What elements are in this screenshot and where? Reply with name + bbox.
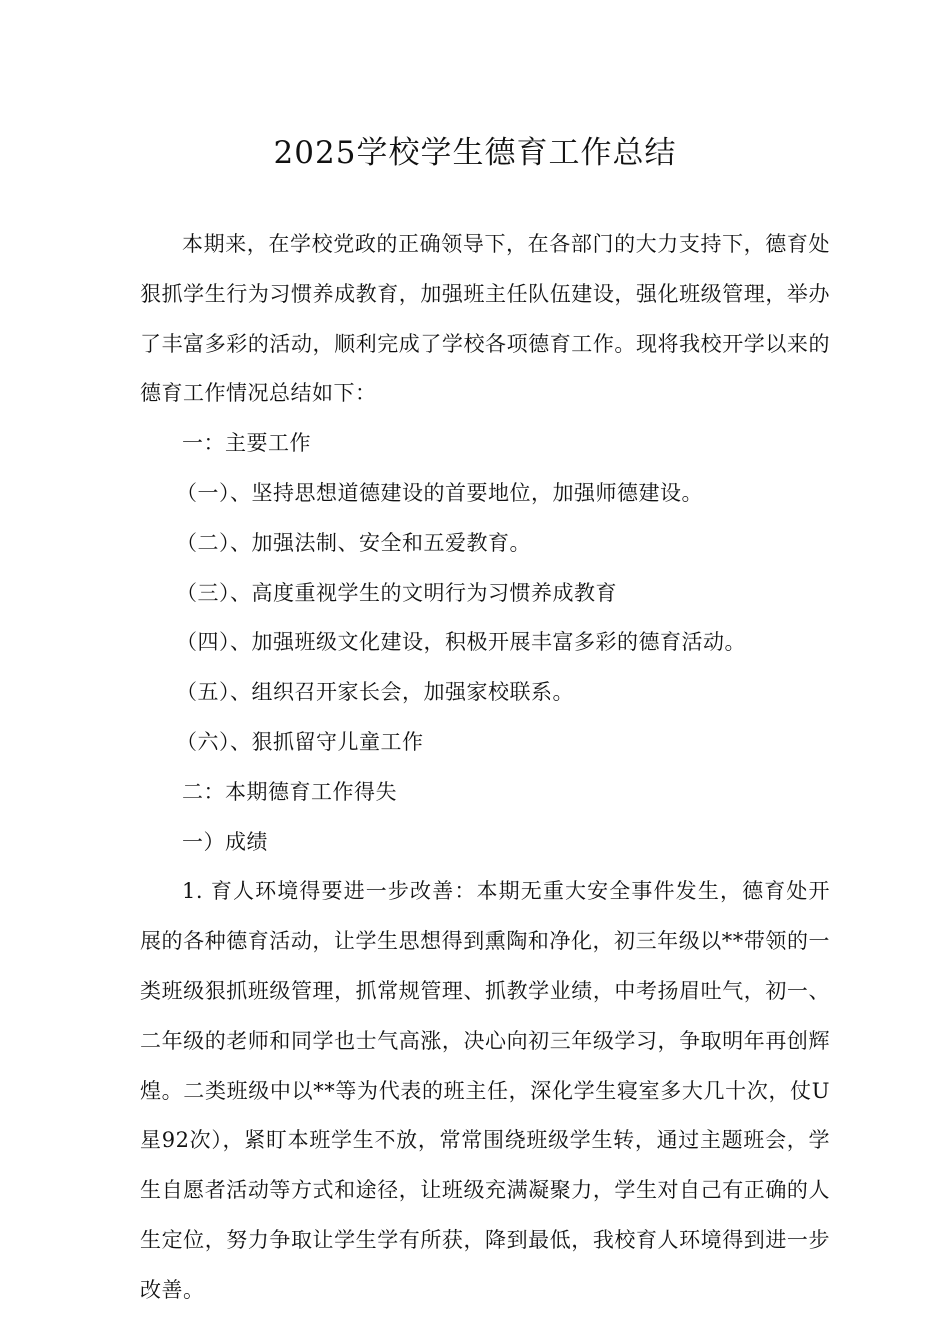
list-item-3: （三）、高度重视学生的文明行为习惯养成教育 bbox=[176, 580, 617, 605]
section-heading-gains-losses: 二：本期德育工作得失 bbox=[182, 779, 397, 804]
subsection-heading-achievements: 一）成绩 bbox=[182, 829, 268, 854]
list-item-5: （五）、组织召开家长会，加强家校联系。 bbox=[176, 680, 574, 705]
list-item-6: （六）、狠抓留守儿童工作 bbox=[176, 729, 424, 754]
intro-paragraph: 本期来，在学校党政的正确领导下，在各部门的大力支持下，德育处狠抓学生行为习惯养成教育，加强班主任队伍建设，强化班级管理，举办了丰富多彩的活动，顺利完成了学校各项德育工作。现将我校开学以来的德育工作情况总结如下： bbox=[140, 232, 830, 406]
list-item-4: （四）、加强班级文化建设，积极开展丰富多彩的德育活动。 bbox=[176, 630, 746, 655]
section-heading-main-work: 一：主要工作 bbox=[182, 431, 311, 456]
document-title: 2025学校学生德育工作总结 bbox=[273, 135, 677, 171]
list-item-2: （二）、加强法制、安全和五爱教育。 bbox=[176, 530, 531, 555]
list-item-1: （一）、坚持思想道德建设的首要地位，加强师德建设。 bbox=[176, 480, 703, 505]
achievement-paragraph-1: 1. 育人环境得要进一步改善：本期无重大安全事件发生，德育处开展的各种德育活动，让学生思想得到熏陶和净化，初三年级以**带领的一类班级狠抓班级管理，抓常规管理、抓教学业绩，中考扬眉吐气，初一、二年级的老师和同学也士气高涨，决心向初三年级学习，争取明年再创辉煌。二类班级中以**等为代表的班主任，深化学生寝室多大几十次，仗U星92次），紧盯本班学生不放，常常围绕班级学生转，通过主题班会，学生自愿者活动等方式和途径，让班级充满凝聚力，学生对自己有正确的人生定位，努力争取让学生学有所获，降到最低，我校育人环境得到进一步改善。 bbox=[140, 879, 830, 1302]
document-body bbox=[140, 220, 830, 1316]
